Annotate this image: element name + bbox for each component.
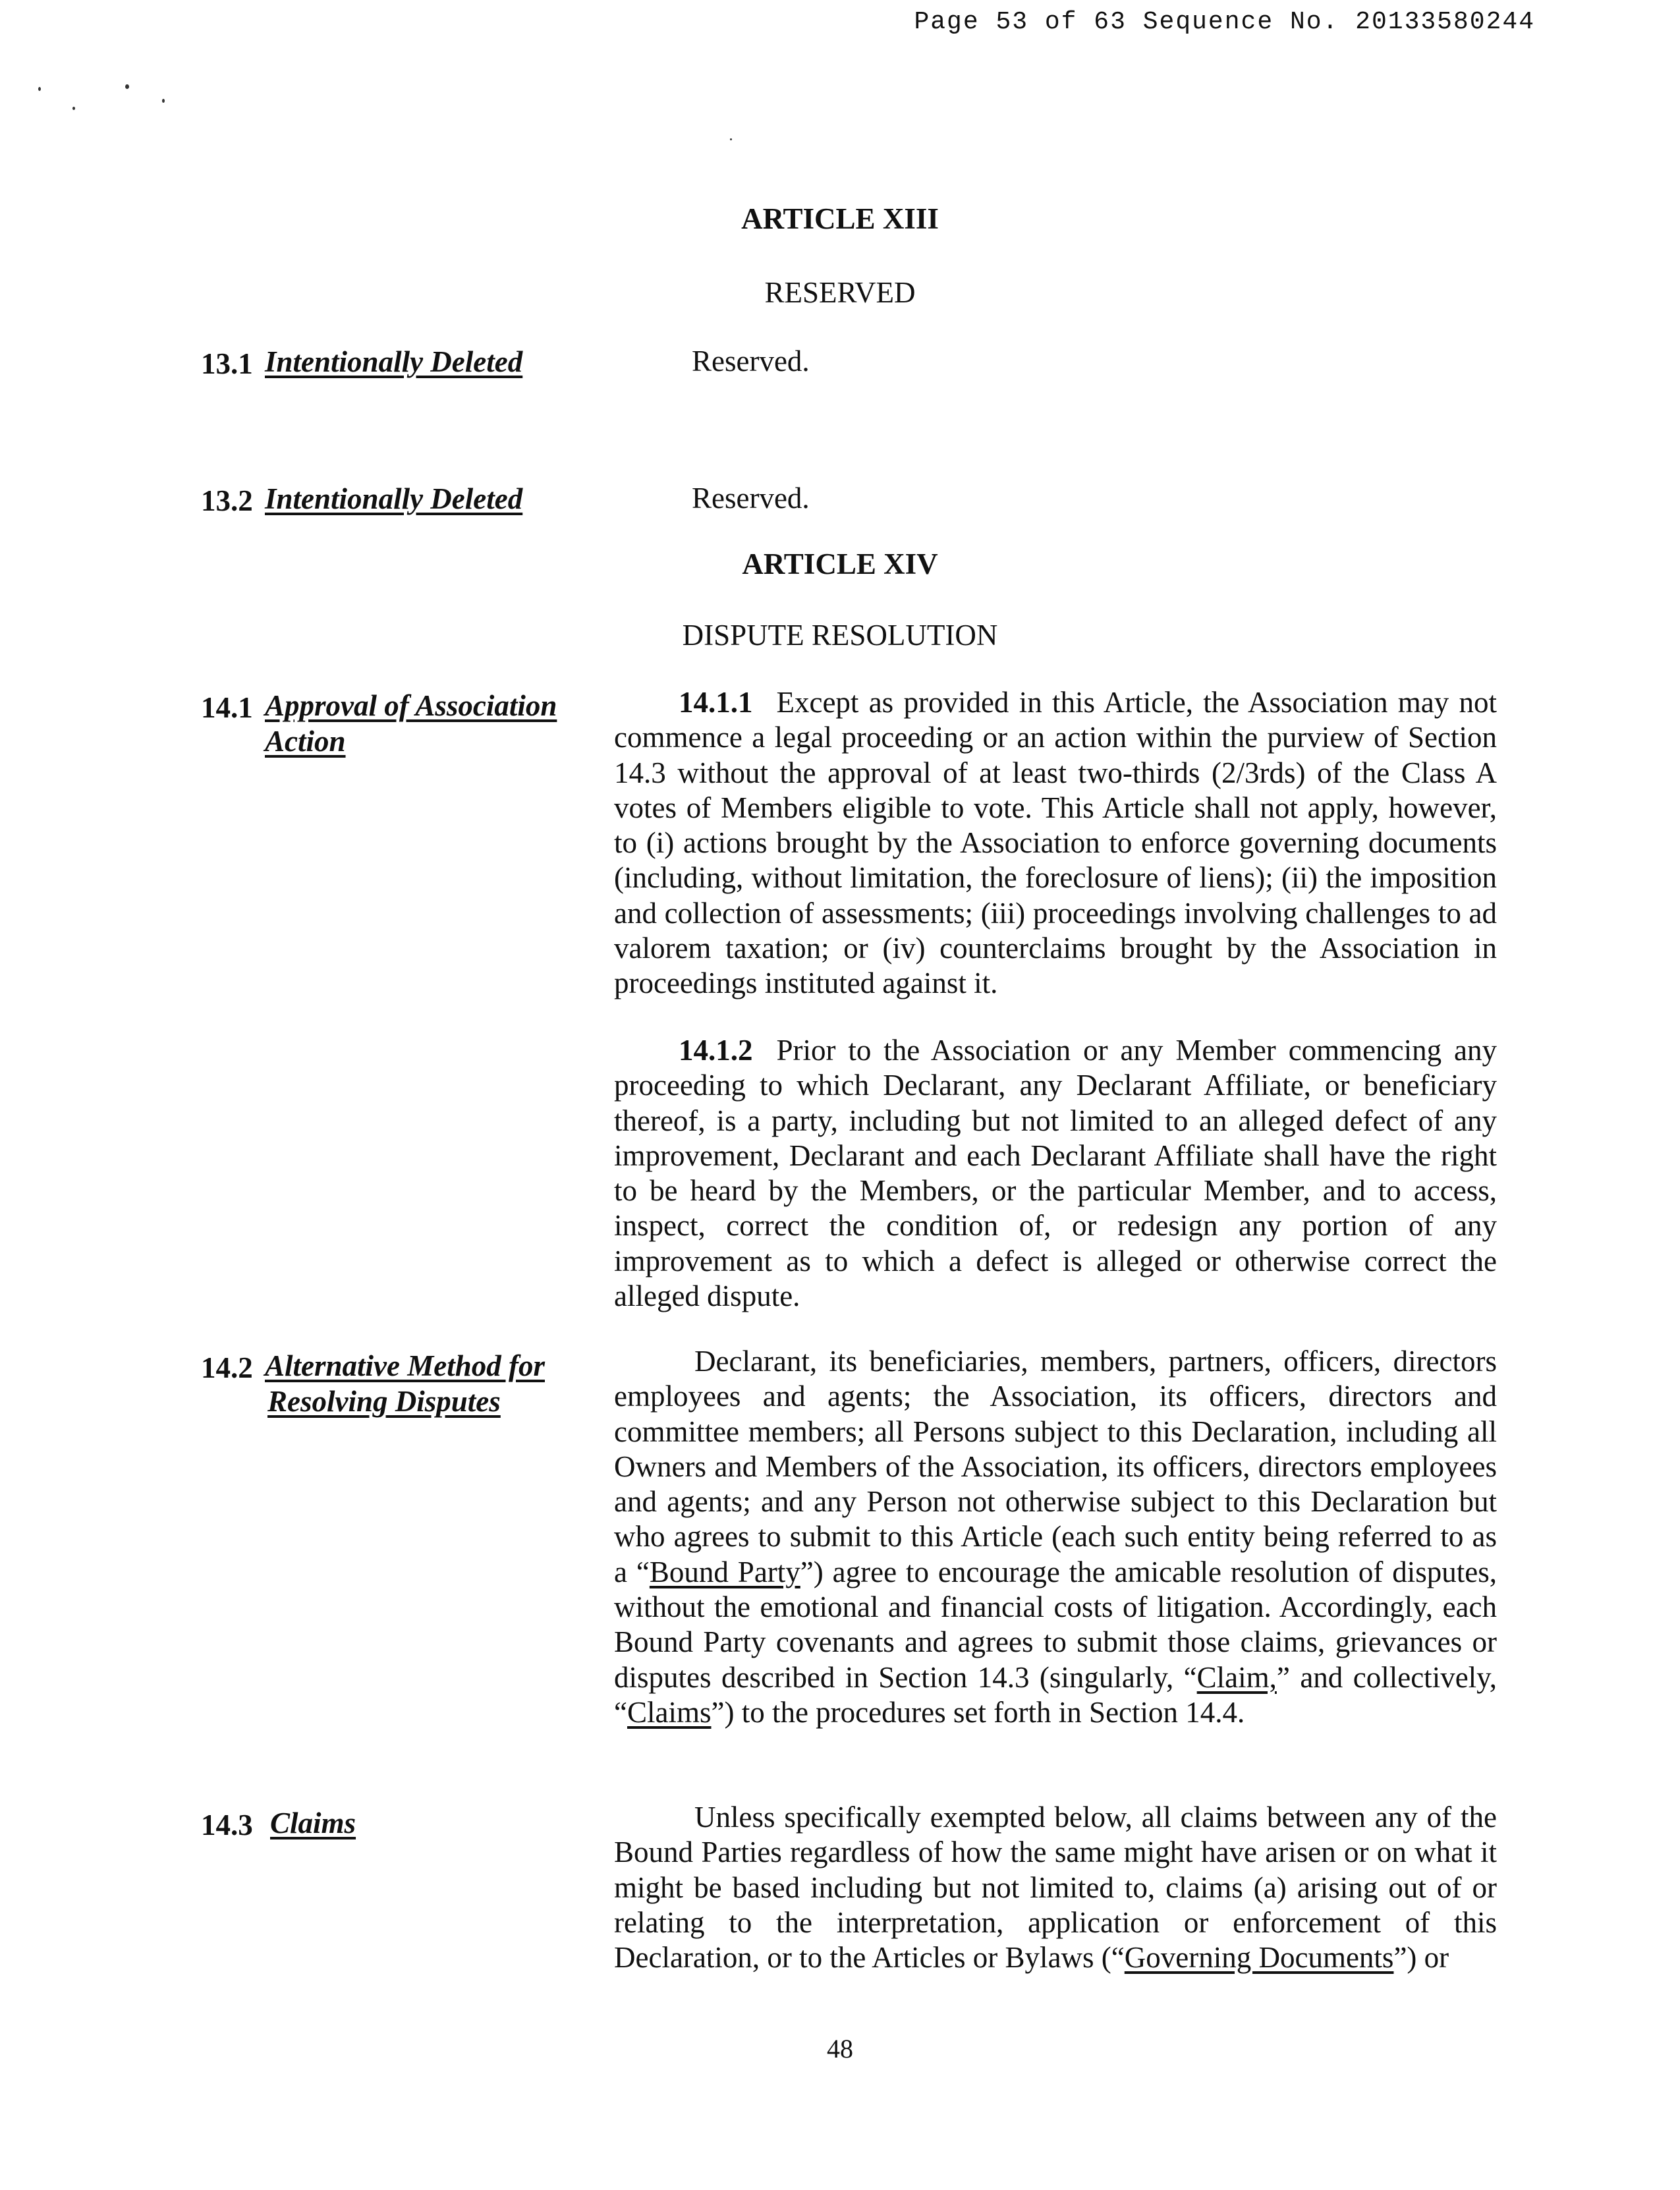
paragraph-14-2-text-a: Declarant, its beneficiaries, members, partners, officers, directors employees and agents; the Association, its officers, directors and committee members; all Persons subject to this Declaration, including all Owners and Members of the Association, its officers, directors employees and agents; and any Person not otherwise subject to this Declaration but who agrees to submit to this Article (each such entity being referred to as a “	[614, 1345, 1497, 1588]
section-14-1-title-line2: Action	[265, 725, 346, 758]
section-14-2-number: 14.2	[201, 1351, 253, 1384]
defined-term-claim: Claim,	[1196, 1660, 1277, 1694]
paragraph-14-2-text-c: ” and collectively, “	[614, 1660, 1497, 1729]
article-14-subheading: DISPUTE RESOLUTION	[682, 619, 998, 652]
section-14-3-title: Claims	[270, 1807, 356, 1839]
paragraph-14-2	[614, 1344, 1497, 1730]
article-14-heading: ARTICLE XIV	[742, 548, 938, 580]
section-14-1-number: 14.1	[201, 691, 253, 724]
section-13-2-text: Reserved.	[692, 482, 810, 515]
paragraph-14-1-2-number: 14.1.2	[679, 1034, 753, 1067]
scan-speck	[72, 107, 75, 110]
scan-speck	[125, 84, 129, 89]
paragraph-14-1-2-text: Prior to the Association or any Member commencing any proceeding to which Declarant, any Declarant Affiliate, or beneficiary thereof, is a party, including but not limited to an alleged defect of any improvement, Declarant and each Declarant Affiliate shall have the right to be heard by the Members, or the particular Member, and to access, inspect, correct the condition of, or redesign any portion of any improvement as to which a defect is alleged or otherwise correct the alleged dispute.	[614, 1034, 1497, 1313]
section-13-1-text: Reserved.	[692, 345, 810, 378]
section-13-1-title: Intentionally Deleted	[265, 345, 523, 378]
section-14-1-title-line1: Approval of Association	[265, 689, 557, 722]
paragraph-14-3-text-a: Unless specifically exempted below, all claims between any of the Bound Parties regardless of how the same might have arisen or on what it might be based including but not limited to, claims (a) arising out of or relating to the interpretation, application or enforcement of this Declaration, or to the Articles or Bylaws (“	[614, 1801, 1497, 1975]
section-14-3-number: 14.3	[201, 1809, 253, 1841]
paragraph-14-1-1	[614, 685, 1497, 1001]
scan-speck	[38, 87, 41, 91]
section-14-2-title-line2: Resolving Disputes	[267, 1385, 501, 1418]
paragraph-14-1-1-text: Except as provided in this Article, the Association may not commence a legal proceeding or an action within the purview of Section 14.3 without the approval of at least two-thirds (2/3rds) of the Class A votes of Members eligible to vote. This Article shall not apply, however, to (i) actions brought by the Association to enforce governing documents (including, without limitation, the foreclosure of liens); (ii) the imposition and collection of assessments; (iii) proceedings involving challenges to ad valorem taxation; or (iv) counterclaims brought by the Association in proceedings instituted against it.	[614, 686, 1497, 1000]
paragraph-14-1-2	[614, 1033, 1497, 1314]
defined-term-governing-documents: Governing Documents	[1124, 1941, 1394, 1975]
section-13-2-number: 13.2	[201, 484, 253, 517]
defined-term-claims: Claims	[627, 1695, 712, 1729]
scan-speck	[730, 138, 732, 140]
section-13-2-title: Intentionally Deleted	[265, 482, 523, 515]
paragraph-14-3-text-b: ”) or	[1393, 1941, 1449, 1975]
paragraph-14-2-text-d: ”) to the procedures set forth in Section 14.4.	[711, 1695, 1245, 1729]
section-14-2-title-line1: Alternative Method for	[265, 1349, 545, 1382]
paragraph-14-2-text-b: ”) agree to encourage the amicable resolution of disputes, without the emotional and financial costs of litigation. Accordingly, each Bound Party covenants and agrees to submit those claims, grievances or disputes described in Section 14.3 (singularly, “	[614, 1555, 1497, 1694]
paragraph-14-3	[614, 1800, 1497, 1975]
section-13-1-number: 13.1	[201, 347, 253, 380]
article-13-subheading: RESERVED	[764, 276, 916, 309]
article-13-heading: ARTICLE XIII	[741, 202, 939, 235]
paragraph-14-1-1-number: 14.1.1	[679, 686, 753, 719]
scan-speck	[162, 99, 165, 103]
defined-term-bound-party: Bound Party	[649, 1555, 800, 1588]
page-header: Page 53 of 63 Sequence No. 20133580244	[914, 8, 1535, 36]
page-number: 48	[827, 2034, 853, 2064]
